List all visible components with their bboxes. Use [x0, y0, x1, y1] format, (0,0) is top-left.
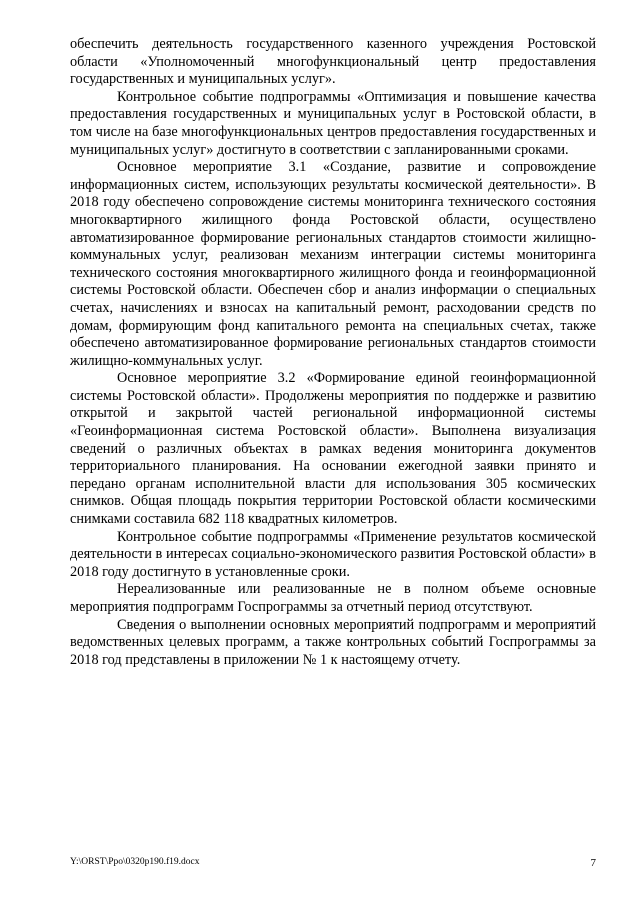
paragraph-control-event-mfc: Контрольное событие подпрограммы «Оптимизация и повышение качества предоставления государственных и муниципальных услуг в Ростовской области, в том числе на базе многофункциональных центров предоставления государственных и муниципальных услуг» достигнуто в соответствии с запланированными сроками. — [70, 88, 596, 158]
footer-file-path: Y:\ORST\Ppo\0320p190.f19.docx — [70, 857, 200, 867]
paragraph-continuation: обеспечить деятельность государственного казенного учреждения Ростовской области «Уполномоченный многофункциональный центр предоставления государственных и муниципальных услуг». — [70, 36, 596, 88]
paragraph-appendix-reference: Сведения о выполнении основных мероприятий подпрограмм и мероприятий ведомственных целевых программ, а также контрольных событий Госпрограммы за 2018 год представлены в приложении № 1 к настоящему отчету. — [70, 616, 596, 668]
document-body — [70, 36, 596, 669]
page-number: 7 — [590, 857, 596, 869]
paragraph-control-event-space: Контрольное событие подпрограммы «Применение результатов космической деятельности в интересах социально-экономического развития Ростовской области» в 2018 году достигнуто в установленные сроки. — [70, 528, 596, 580]
paragraph-unrealized-measures: Нереализованные или реализованные не в полном объеме основные мероприятия подпрограмм Госпрограммы за отчетный период отсутствуют. — [70, 581, 596, 615]
paragraph-measure-3-2: Основное мероприятие 3.2 «Формирование единой геоинформационной системы Ростовской области». Продолжены мероприятия по поддержке и развитию открытой и закрытой частей региональной информационной системы «Геоинформационная система Ростовской области». Выполнена визуализация сведений о различных объектах в рамках ведения мониторинга документов территориального планирования. На основании ежегодной заявки принято и передано органам исполнительной власти для использования 305 космических снимков. Общая площадь покрытия территории Ростовской области космическими снимками составила 682 118 квадратных километров. — [70, 370, 596, 528]
paragraph-measure-3-1: Основное мероприятие 3.1 «Создание, развитие и сопровождение информационных систем, использующих результаты космической деятельности». В 2018 году обеспечено сопровождение системы мониторинга технического состояния многоквартирного жилищного фонда Ростовской области, осуществлено автоматизированное формирование региональных стандартов стоимости жилищно-коммунальных услуг, реализован механизм интеграции системы мониторинга технического состояния многоквартирного жилищного фонда и геоинформационной системы Ростовской области. Обеспечен сбор и анализ информации о специальных счетах, начислениях и взносах на капитальный ремонт, расходовании средств по домам, формирующим фонд капитального ремонта на специальных счетах, также обеспечено автоматизированное формирование региональных стандартов стоимости жилищно-коммунальных услуг. — [70, 159, 596, 369]
